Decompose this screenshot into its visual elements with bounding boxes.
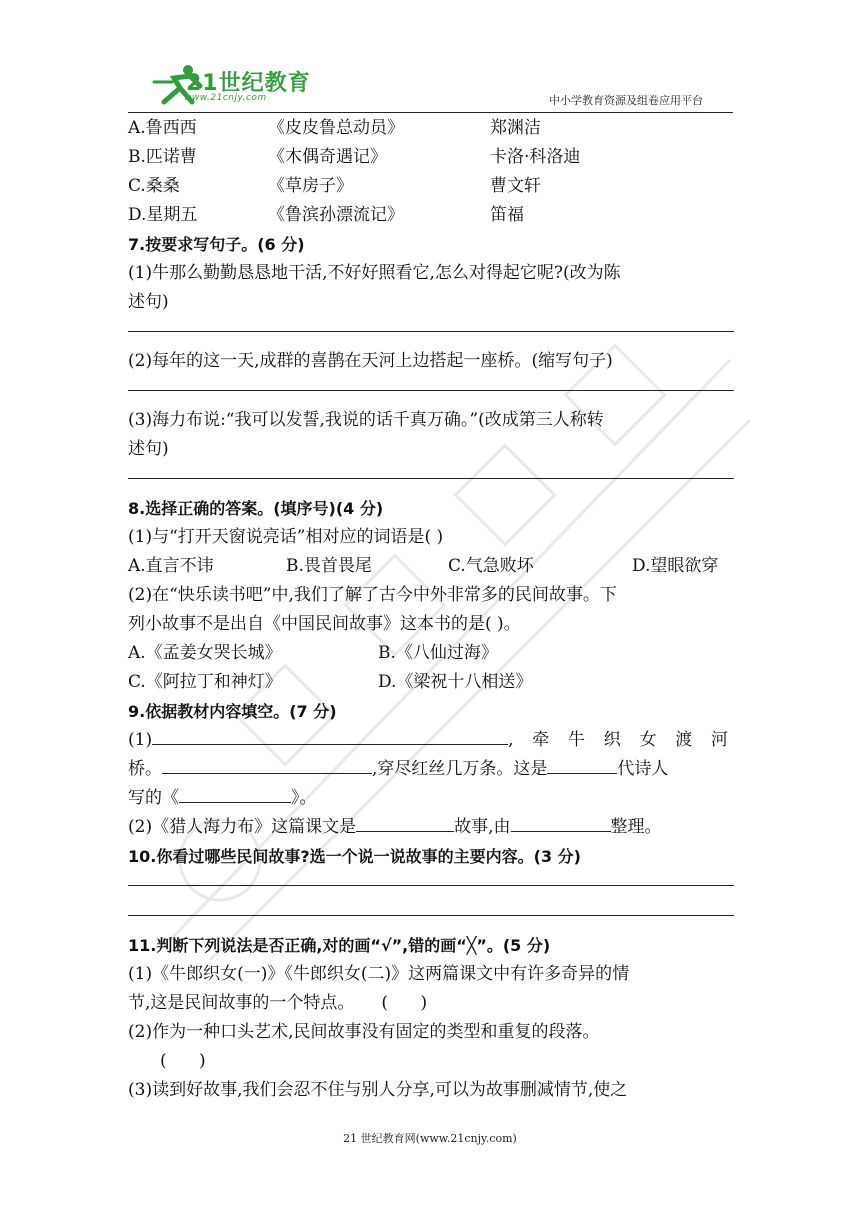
q11-item-3: (3)读到好故事,我们会忍不住与别人分享,可以为故事删减情节,使之: [128, 1080, 628, 1100]
q8-item-2-options-row2: [128, 668, 734, 697]
character: A.鲁西西: [128, 118, 197, 138]
q9-line-1-start: (1): [128, 730, 153, 750]
q7-item-1: (1)牛那么勤勤恳恳地干活,不好好照看它,怎么对得起它呢?(改为陈: [128, 263, 621, 283]
q9-line-1: [128, 726, 734, 755]
answer-line[interactable]: [128, 376, 734, 391]
option[interactable]: C.气急败坏: [448, 556, 534, 576]
page-header: [128, 60, 733, 113]
option[interactable]: D.望眼欲穿: [632, 556, 719, 576]
option[interactable]: B.畏首畏尾: [286, 556, 372, 576]
question-10-title: 10.你看过哪些民间故事?选一个说一说故事的主要内容。(3 分): [128, 847, 581, 866]
q9-line-3-end: 》。: [291, 788, 317, 808]
q9-line-4: [128, 813, 734, 842]
fill-blank[interactable]: [511, 813, 611, 832]
q7-item-2: (2)每年的这一天,成群的喜鹊在天河上边搭起一座桥。(缩写句子): [128, 351, 613, 371]
q9-line-4-start: (2)《猎人海力布》这篇课文是: [128, 817, 357, 837]
q11-item-2-cont: ( ): [160, 1051, 206, 1071]
q8-item-2: (2)在“快乐读书吧”中,我们了解了古今中外非常多的民间故事。下: [128, 585, 617, 605]
book: 《木偶奇遇记》: [268, 147, 387, 167]
q9-line-2-mid: ,穿尽红丝几万条。这是: [372, 759, 548, 779]
q9-line-2-start: 桥。: [128, 759, 162, 779]
logo-title: 21世纪教育: [186, 71, 311, 96]
answer-line[interactable]: [128, 464, 734, 479]
author: 郑渊洁: [490, 118, 541, 138]
question-7-title: 7.按要求写句子。(6 分): [128, 235, 305, 254]
author: 卡洛·科洛迪: [490, 147, 581, 167]
q8-item-1-options: [128, 552, 734, 581]
q7-item-1-cont: 述句): [128, 292, 169, 312]
option[interactable]: B.《八仙过海》: [378, 643, 498, 663]
matching-row: [128, 172, 734, 201]
q9-line-1-end: ,牵牛织女渡河: [508, 730, 734, 750]
q9-line-2: [128, 755, 734, 784]
author: 曹文轩: [490, 176, 541, 196]
q7-item-3-cont: 述句): [128, 439, 169, 459]
question-11-title: 11.判断下列说法是否正确,对的画“√”,错的画“╳”。(5 分): [128, 936, 551, 955]
q11-item-1: (1)《牛郎织女(一)》《牛郎织女(二)》这两篇课文中有许多奇异的情: [128, 964, 630, 984]
option[interactable]: A.《孟姜女哭长城》: [128, 643, 282, 663]
matching-row: [128, 201, 734, 230]
q9-line-4-mid: 故事,由: [454, 817, 511, 837]
q9-line-3: [128, 784, 734, 813]
matching-row: [128, 143, 734, 172]
author: 笛福: [490, 205, 524, 225]
fill-blank[interactable]: [152, 726, 508, 745]
fill-blank[interactable]: [547, 755, 617, 774]
q8-item-1: (1)与“打开天窗说亮话”相对应的词语是( ): [128, 527, 444, 547]
answer-line[interactable]: [128, 901, 734, 916]
answer-line[interactable]: [128, 317, 734, 332]
worksheet-content: [128, 114, 734, 1105]
q8-item-2-options-row1: [128, 639, 734, 668]
q9-line-4-end: 整理。: [610, 817, 662, 837]
book: 《鲁滨孙漂流记》: [268, 205, 404, 225]
fill-blank[interactable]: [162, 755, 372, 774]
character: C.桑桑: [128, 176, 180, 196]
q9-line-2-end: 代诗人: [617, 759, 669, 779]
option[interactable]: A.直言不讳: [128, 556, 214, 576]
book: 《皮皮鲁总动员》: [268, 118, 404, 138]
answer-line[interactable]: [128, 871, 734, 886]
option[interactable]: D.《梁祝十八相送》: [378, 672, 533, 692]
platform-name: 中小学教育资源及组卷应用平台: [549, 94, 703, 107]
page-footer: 21 世纪教育网(www.21cnjy.com): [343, 1132, 517, 1145]
matching-table: [128, 114, 734, 230]
book: 《草房子》: [268, 176, 353, 196]
q11-item-1-cont: 节,这是民间故事的一个特点。 ( ): [128, 993, 428, 1013]
question-8-title: 8.选择正确的答案。(填序号)(4 分): [128, 499, 384, 518]
fill-blank[interactable]: [179, 784, 291, 803]
q7-item-3: (3)海力布说:“我可以发誓,我说的话千真万确。”(改成第三人称转: [128, 410, 604, 430]
q11-item-2: (2)作为一种口头艺术,民间故事没有固定的类型和重复的段落。: [128, 1022, 600, 1042]
q9-line-3-start: 写的《: [128, 788, 179, 808]
character: D.星期五: [128, 205, 198, 225]
question-9-title: 9.依据教材内容填空。(7 分): [128, 702, 337, 721]
logo-url: www.21cnjy.com: [184, 93, 267, 103]
q8-item-2-cont: 列小故事不是出自《中国民间故事》这本书的是( )。: [128, 614, 521, 634]
character: B.匹诺曹: [128, 147, 197, 167]
matching-row: [128, 114, 734, 143]
fill-blank[interactable]: [356, 813, 454, 832]
option[interactable]: C.《阿拉丁和神灯》: [128, 672, 282, 692]
